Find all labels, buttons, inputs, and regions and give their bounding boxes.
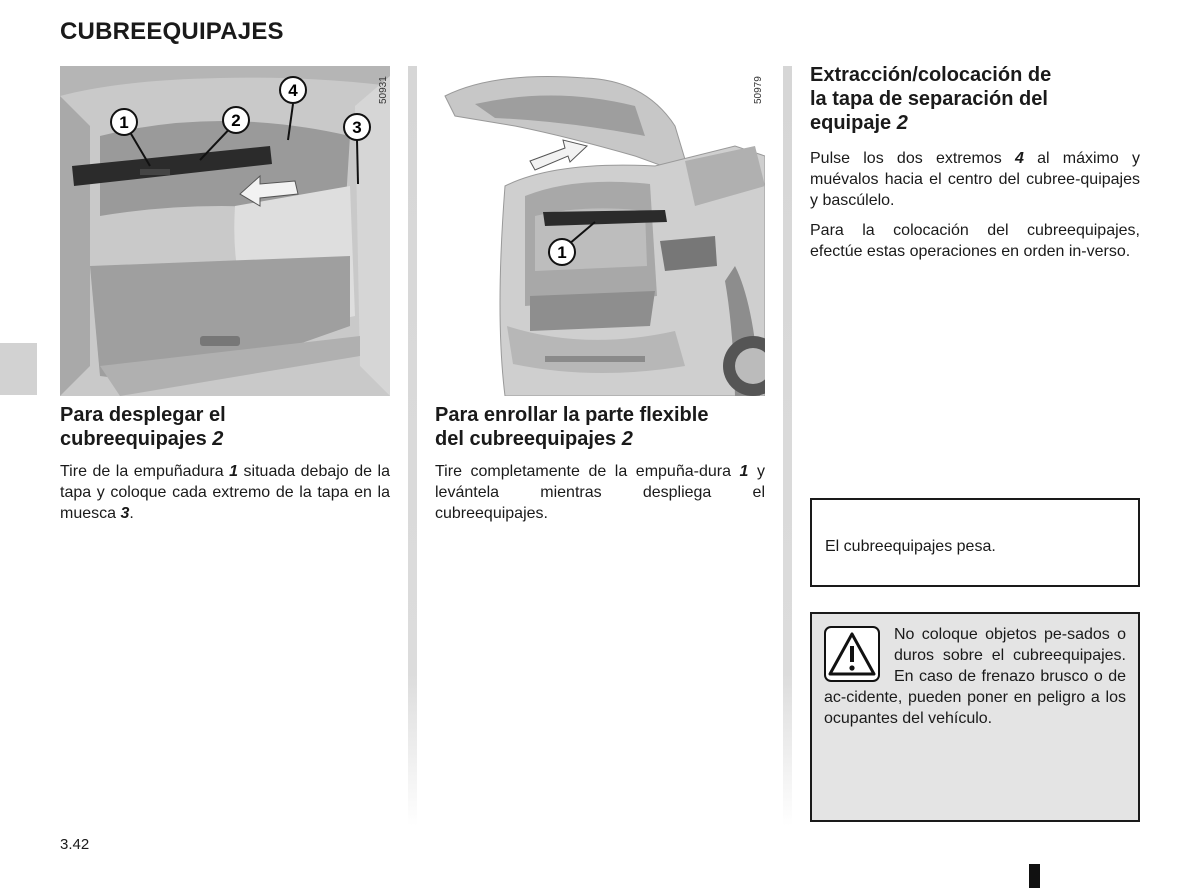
text-run: Pulse los dos extremos [810, 150, 1015, 167]
text-run: Tire completamente de la empuña-dura [435, 463, 740, 480]
paragraph-remove-1 [810, 148, 1140, 211]
heading-remove-line1: Extracción/colocación de [810, 64, 1052, 86]
heading-roll-line1: Para enrollar la parte flexible [435, 404, 709, 426]
figure-trunk-interior [60, 66, 390, 396]
paragraph-roll [435, 461, 765, 524]
ref-number: 4 [1014, 150, 1024, 167]
paragraph-remove-2: Para la colocación del cubreequipajes, efectúe estas operaciones en orden in-verso. [810, 222, 1140, 260]
heading-roll-ref: 2 [621, 428, 633, 450]
text-run: al máximo y muévalos hacia el centro del cubree-quipajes y bascúlelo. [810, 150, 1141, 209]
note-box [810, 498, 1140, 587]
figure-left-callout-3: 3 [352, 118, 362, 137]
heading-remove-line2: la tapa de separación del [810, 88, 1048, 110]
heading-roll [435, 403, 775, 451]
column-divider-1 [408, 66, 417, 826]
page-edge-marker [1029, 864, 1040, 888]
figure-left-ref: 50931 [378, 76, 389, 104]
warning-text [824, 624, 1126, 729]
heading-deploy-line1: Para desplegar el [60, 404, 226, 426]
icon-spacer [824, 624, 894, 686]
text-run: Tire de la empuñadura [60, 463, 230, 480]
heading-deploy [60, 403, 400, 451]
ref-number: 3 [120, 505, 130, 522]
text-run: y levántela mientras despliega el cubreequipajes. [435, 463, 766, 522]
ref-number: 1 [739, 463, 749, 480]
heading-remove [810, 63, 1150, 135]
warning-box [810, 612, 1140, 822]
column-divider-2 [783, 66, 792, 826]
note-text: El cubreequipajes pesa. [825, 538, 996, 555]
heading-deploy-ref: 2 [212, 428, 224, 450]
paragraph-deploy [60, 461, 390, 524]
heading-deploy-line2: cubreequipajes [60, 428, 213, 450]
warning-text-run: No coloque objetos pe-sados o duros sobre el cubreequipajes. En caso de frenazo brusco o de ac-cidente, pueden poner en peligro a los ocupantes del vehículo. [824, 626, 1126, 727]
heading-remove-ref: 2 [896, 112, 908, 134]
figure-middle-ref: 50979 [753, 76, 764, 104]
text-run: . [129, 505, 134, 522]
figure-left-callout-4: 4 [288, 81, 298, 100]
heading-roll-line2: del cubreequipajes [435, 428, 622, 450]
figure-car-rear [435, 66, 765, 396]
page-number: 3.42 [60, 836, 90, 853]
ref-number: 1 [229, 463, 239, 480]
text-run: situada debajo de la tapa y coloque cada extremo de la tapa en la muesca [60, 463, 390, 522]
page-title: CUBREEQUIPAJES [60, 18, 284, 45]
heading-remove-line3: equipaje [810, 112, 897, 134]
figure-middle-callout-1: 1 [557, 243, 567, 262]
figure-left-callout-1: 1 [119, 113, 129, 132]
chapter-tab [0, 343, 37, 395]
figure-left-callout-2: 2 [231, 111, 241, 130]
